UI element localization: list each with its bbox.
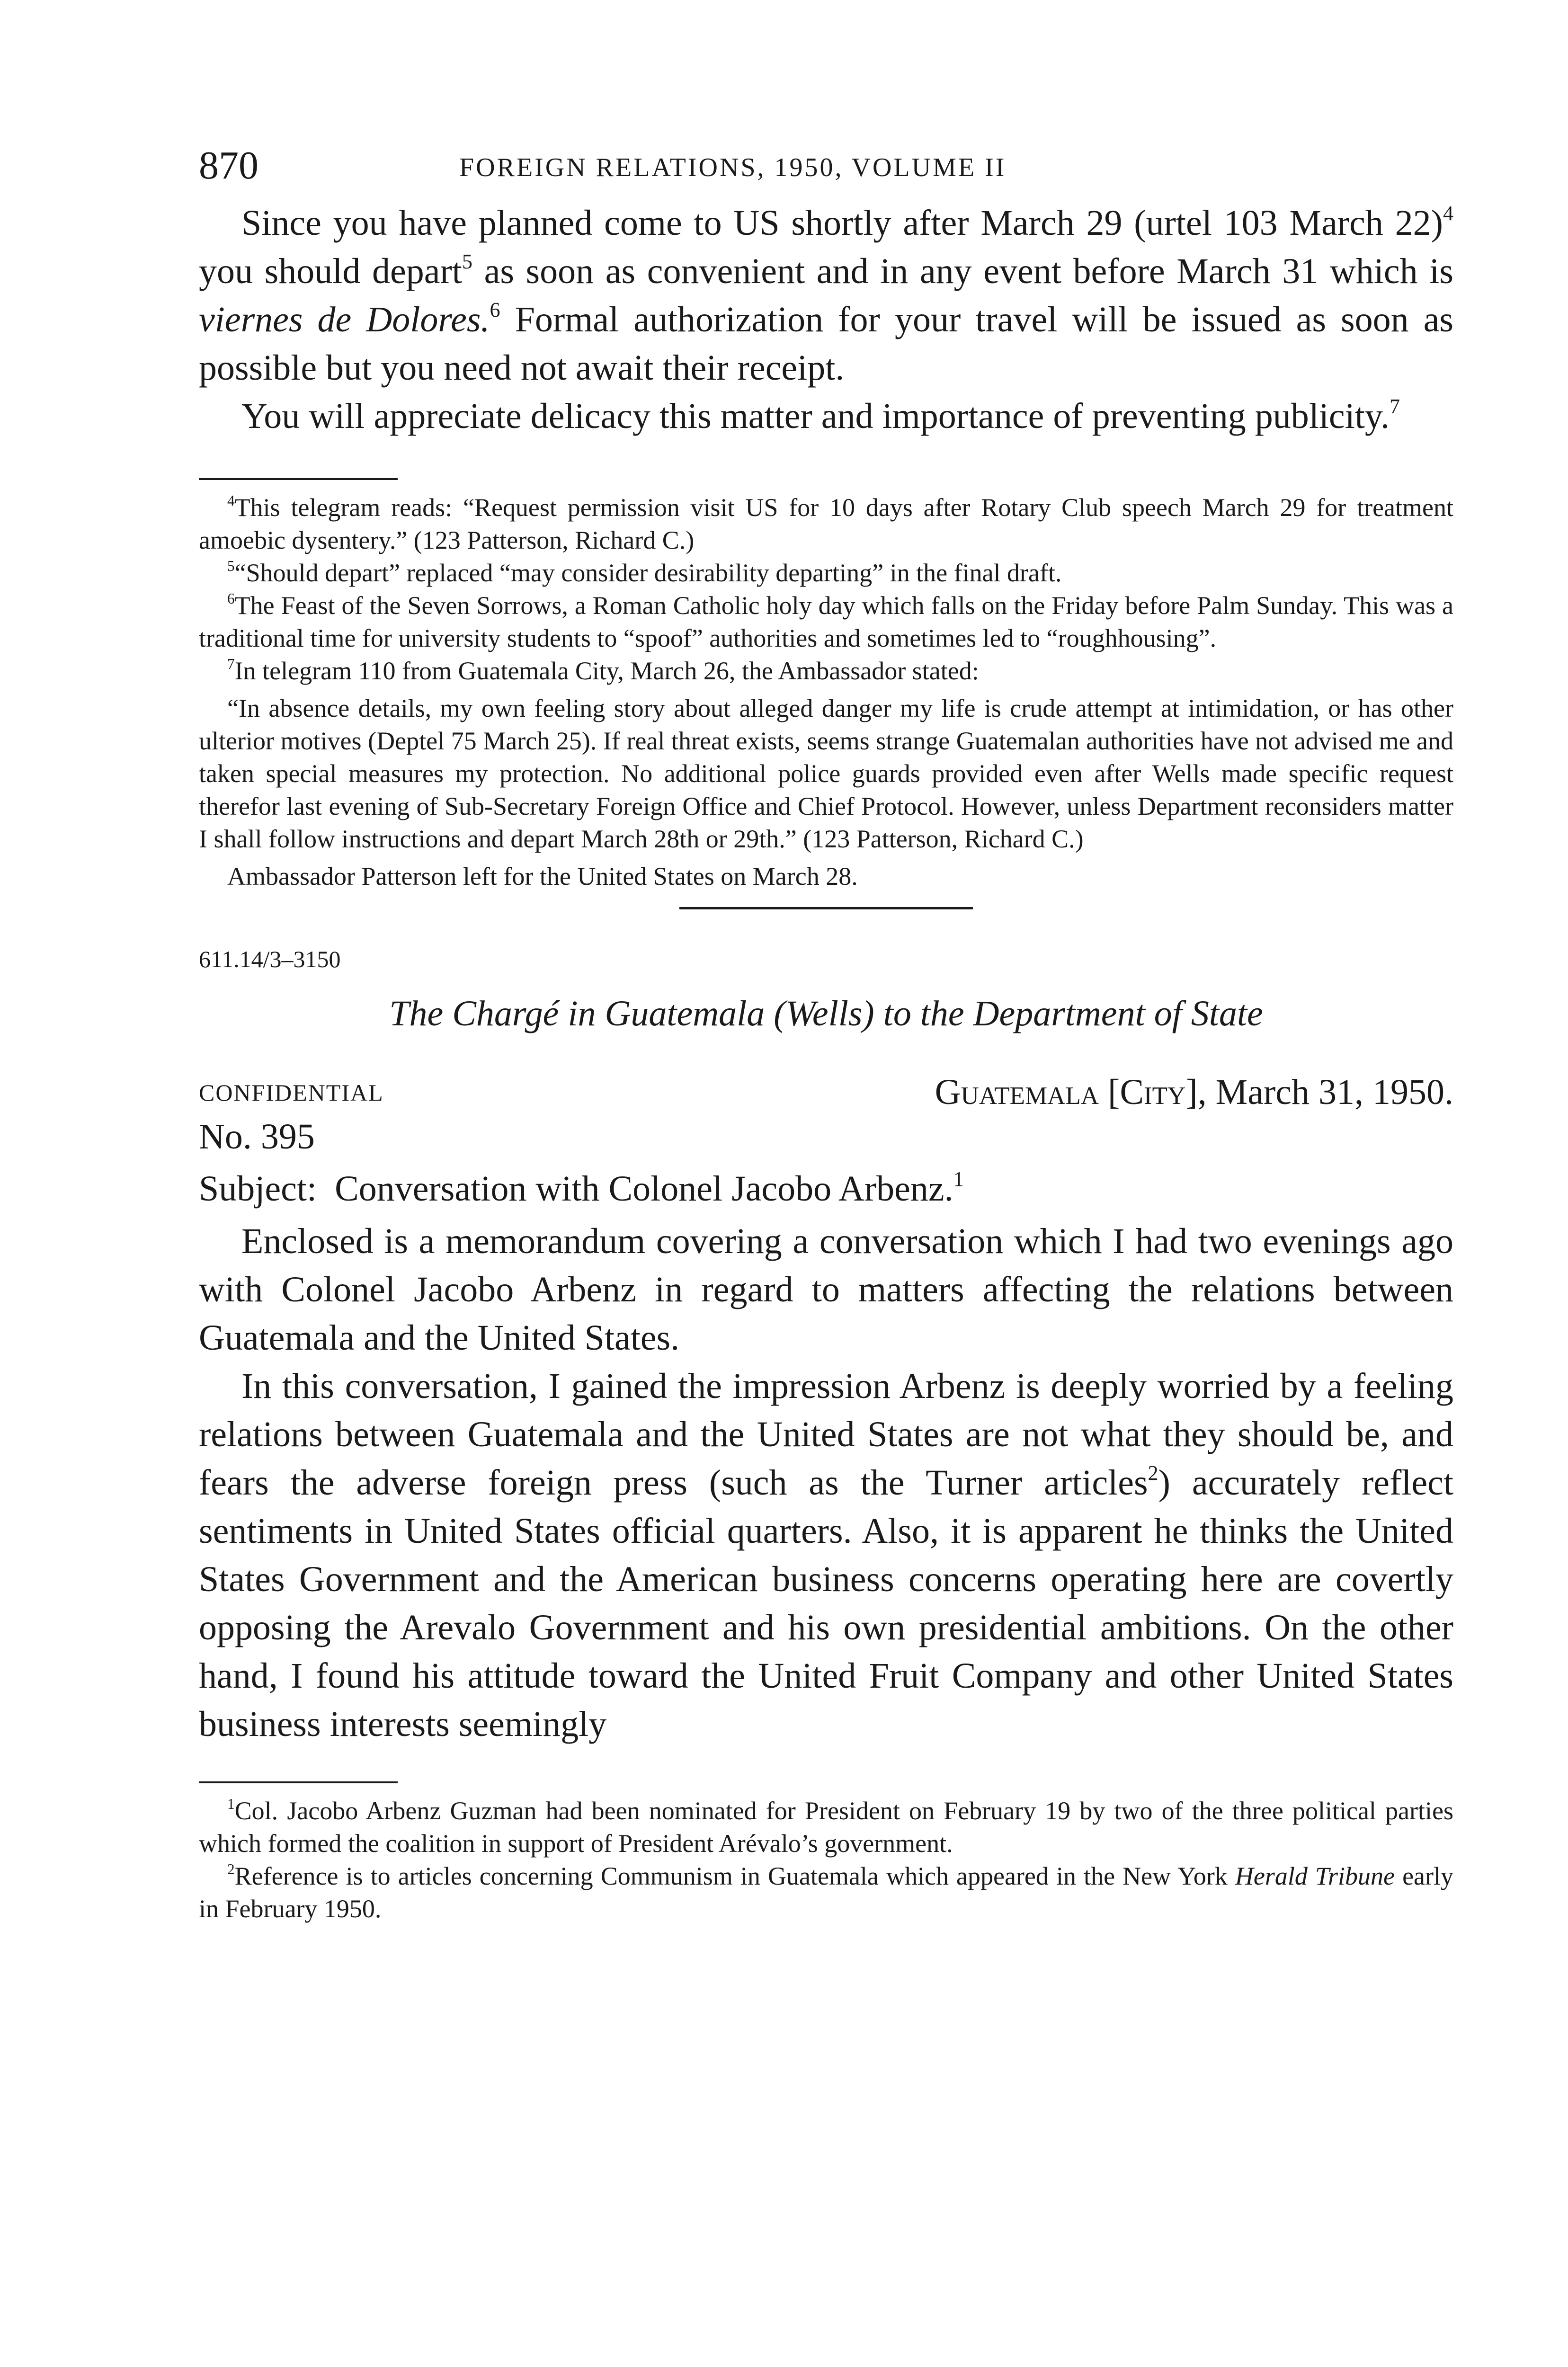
- running-title: FOREIGN RELATIONS, 1950, VOLUME II: [459, 153, 1007, 182]
- body-paragraph-2: In this conversation, I gained the impression Arbenz is deeply worried by a feeling relations between Guatemala and the United States are not what they should be, and fears the adverse foreign press (such as the Turner articles$^2$) accurately reflect sentiments in United States official quarters. Also, it is apparent he thinks the United States Government and the American business concerns operating here are covertly opposing the Arevalo Government and his own presidential ambitions. On the other hand, I found his attitude toward the United Fruit Company and other United States business interests seemingly: [199, 1366, 1453, 1744]
- continuation-paragraph-1: Since you have planned come to US shortly after March 29 (urtel 103 March 22)$^4$ you should depart$^5$ as soon as convenient and in any event before March 31 which is viernes de Dolores.$^6$ Formal authorization for your travel will be issued as soon as possible but you need not await their receipt.: [199, 202, 1454, 388]
- footnote-7: $^7$In telegram 110 from Guatemala City, March 26, the Ambassador stated:: [227, 656, 979, 685]
- subject-line: [199, 1165, 1453, 1212]
- footnote-5: $^5$“Should depart” replaced “may consider desirability departing” in the final draft.: [227, 558, 1062, 587]
- body-paragraph-1: Enclosed is a memorandum covering a conversation which I had two evenings ago with Colonel Jacobo Arbenz in regard to matters affecting the relations between Guatemala and the United States.: [199, 1221, 1453, 1358]
- footnote-ref-2: 2: [1148, 1461, 1158, 1485]
- section-divider: [679, 907, 973, 909]
- footnote-2: $^2$Reference is to articles concerning Communism in Guatemala which appeared in the New York Herald Tribune early in February 1950.: [199, 1861, 1453, 1923]
- document-title: The Chargé in Guatemala (Wells) to the Department of State: [389, 994, 1263, 1033]
- continuation-paragraph-2: You will appreciate delicacy this matter and importance of preventing publicity.$^7$: [241, 395, 1400, 436]
- italic-phrase: viernes de Dolores.: [199, 300, 490, 339]
- dateline: Guatemala [City], March 31, 1950.: [935, 1072, 1453, 1112]
- footnote-1: $^1$Col. Jacobo Arbenz Guzman had been nominated for President on February 19 by two of the three political parties which formed the coalition in support of President Arévalo’s government.: [199, 1796, 1453, 1858]
- document-page: [199, 142, 1453, 1925]
- footnote-divider-bottom: [199, 1781, 398, 1783]
- file-reference: 611.14/3–3150: [199, 946, 341, 972]
- footnote-6: $^6$The Feast of the Seven Sorrows, a Roman Catholic holy day which falls on the Friday before Palm Sunday. This was a traditional time for university students to “spoof” authorities and sometimes led to “roughhousing”.: [199, 590, 1453, 652]
- footnote-ref-1: 1: [953, 1167, 964, 1191]
- footnote-ref-7: 7: [1389, 395, 1400, 418]
- footnote-ref-5: 5: [462, 250, 472, 274]
- footnote-ref-6: 6: [490, 298, 500, 322]
- footnote-7-quote: “In absence details, my own feeling story about alleged danger my life is crude attempt at intimidation, or has other ulterior motives (Deptel 75 March 25). If real threat exists, seems strange Guatemalan authorities have not advised me and taken special measures my protection. No additional police guards provided even after Wells made specific request therefor last evening of Sub-Secretary Foreign Office and Chief Protocol. However, unless Department reconsiders matter I shall follow instructions and depart March 28th or 29th.” (123 Patterson, Richard C.): [199, 694, 1453, 853]
- document-meta: [199, 1066, 1453, 1113]
- classification-label: CONFIDENTIAL: [199, 1079, 384, 1106]
- subject-text: Conversation with Colonel Jacobo Arbenz.: [335, 1169, 953, 1209]
- running-header: [199, 142, 1453, 199]
- footnote-7-note: Ambassador Patterson left for the United States on March 28.: [227, 862, 858, 890]
- footnote-ref-4: 4: [1443, 202, 1453, 225]
- footnote-4: $^4$This telegram reads: “Request permission visit US for 10 days after Rotary Club speech March 29 for treatment amoebic dysentery.” (123 Patterson, Richard C.): [199, 492, 1453, 554]
- document-number: No. 395: [199, 1117, 315, 1157]
- subject-label: Subject:: [199, 1169, 317, 1209]
- page-number: 870: [199, 143, 258, 187]
- footnote-divider: [199, 478, 398, 480]
